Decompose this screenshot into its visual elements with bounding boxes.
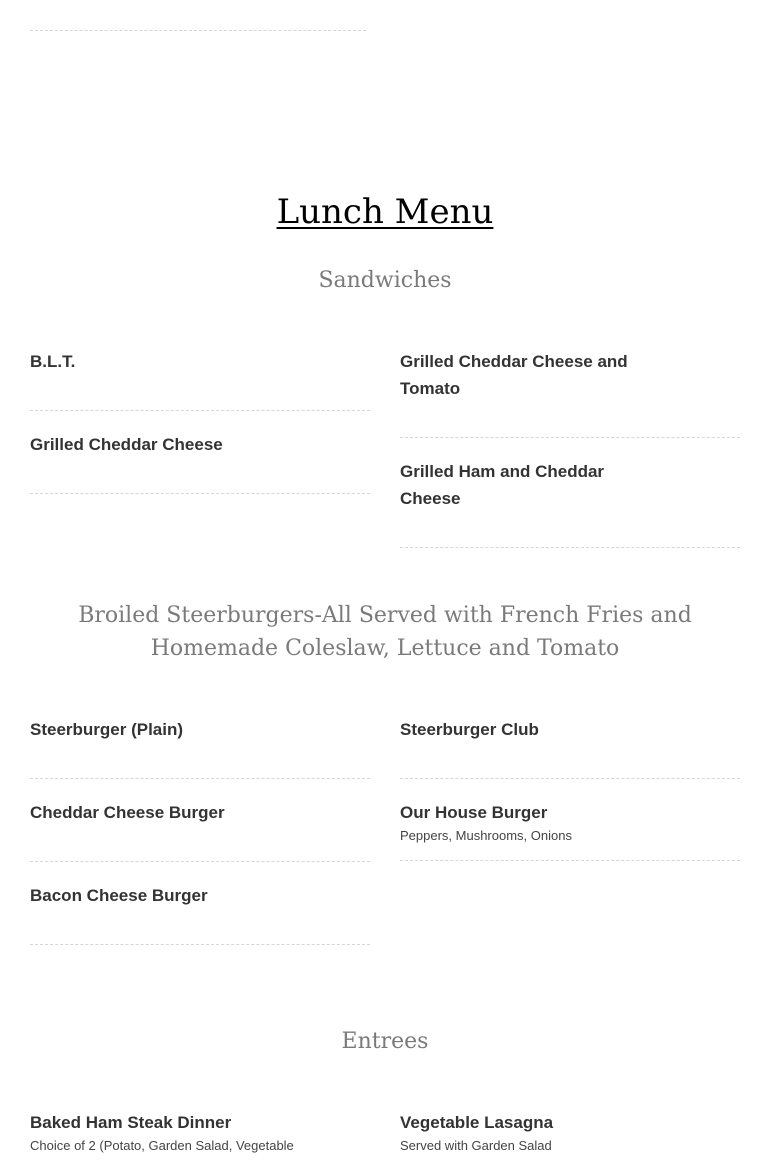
steerburgers-right-column	[400, 696, 740, 861]
menu-item	[30, 862, 370, 945]
menu-item-description: Served with Garden Salad	[400, 1138, 552, 1153]
steerburgers-left-column	[30, 696, 370, 945]
menu-item-name: Grilled Cheddar Cheese and Tomato	[400, 352, 628, 398]
section-title-entrees: Entrees	[341, 1029, 429, 1054]
menu-item-name: Bacon Cheese Burger	[30, 886, 208, 905]
menu-item-description: Peppers, Mushrooms, Onions	[400, 828, 572, 843]
entrees-right-column	[400, 1089, 740, 1170]
entrees-left-column	[30, 1089, 370, 1170]
section-title-steerburgers: Broiled Steerburgers-All Served with French Fries and Homemade Coleslaw, Lettuce and Tomato	[78, 603, 692, 661]
section-title-sandwiches: Sandwiches	[318, 268, 452, 293]
menu-item-name: Baked Ham Steak Dinner	[30, 1113, 232, 1132]
menu-item	[400, 779, 740, 861]
menu-item-name: Grilled Ham and Cheddar Cheese	[400, 462, 605, 508]
page-title: Lunch Menu	[276, 192, 494, 232]
menu-item	[400, 438, 740, 548]
sandwiches-right-column	[400, 328, 740, 548]
menu-item-description: Choice of 2 (Potato, Garden Salad, Vegetable	[30, 1138, 294, 1153]
menu-item-name: Grilled Cheddar Cheese	[30, 435, 223, 454]
menu-item	[30, 1089, 370, 1170]
menu-item	[30, 411, 370, 494]
menu-item	[400, 1089, 740, 1170]
top-divider	[30, 30, 366, 31]
menu-item	[30, 328, 370, 411]
menu-item-name: Cheddar Cheese Burger	[30, 803, 225, 822]
menu-item	[400, 328, 740, 438]
menu-item	[30, 696, 370, 779]
menu-item-name: Steerburger (Plain)	[30, 720, 184, 739]
menu-item	[400, 696, 740, 779]
sandwiches-left-column	[30, 328, 370, 494]
menu-item	[30, 779, 370, 862]
menu-item-name: B.L.T.	[30, 352, 76, 371]
menu-item-name: Steerburger Club	[400, 720, 539, 739]
menu-item-name: Vegetable Lasagna	[400, 1113, 554, 1132]
menu-item-name: Our House Burger	[400, 803, 548, 822]
